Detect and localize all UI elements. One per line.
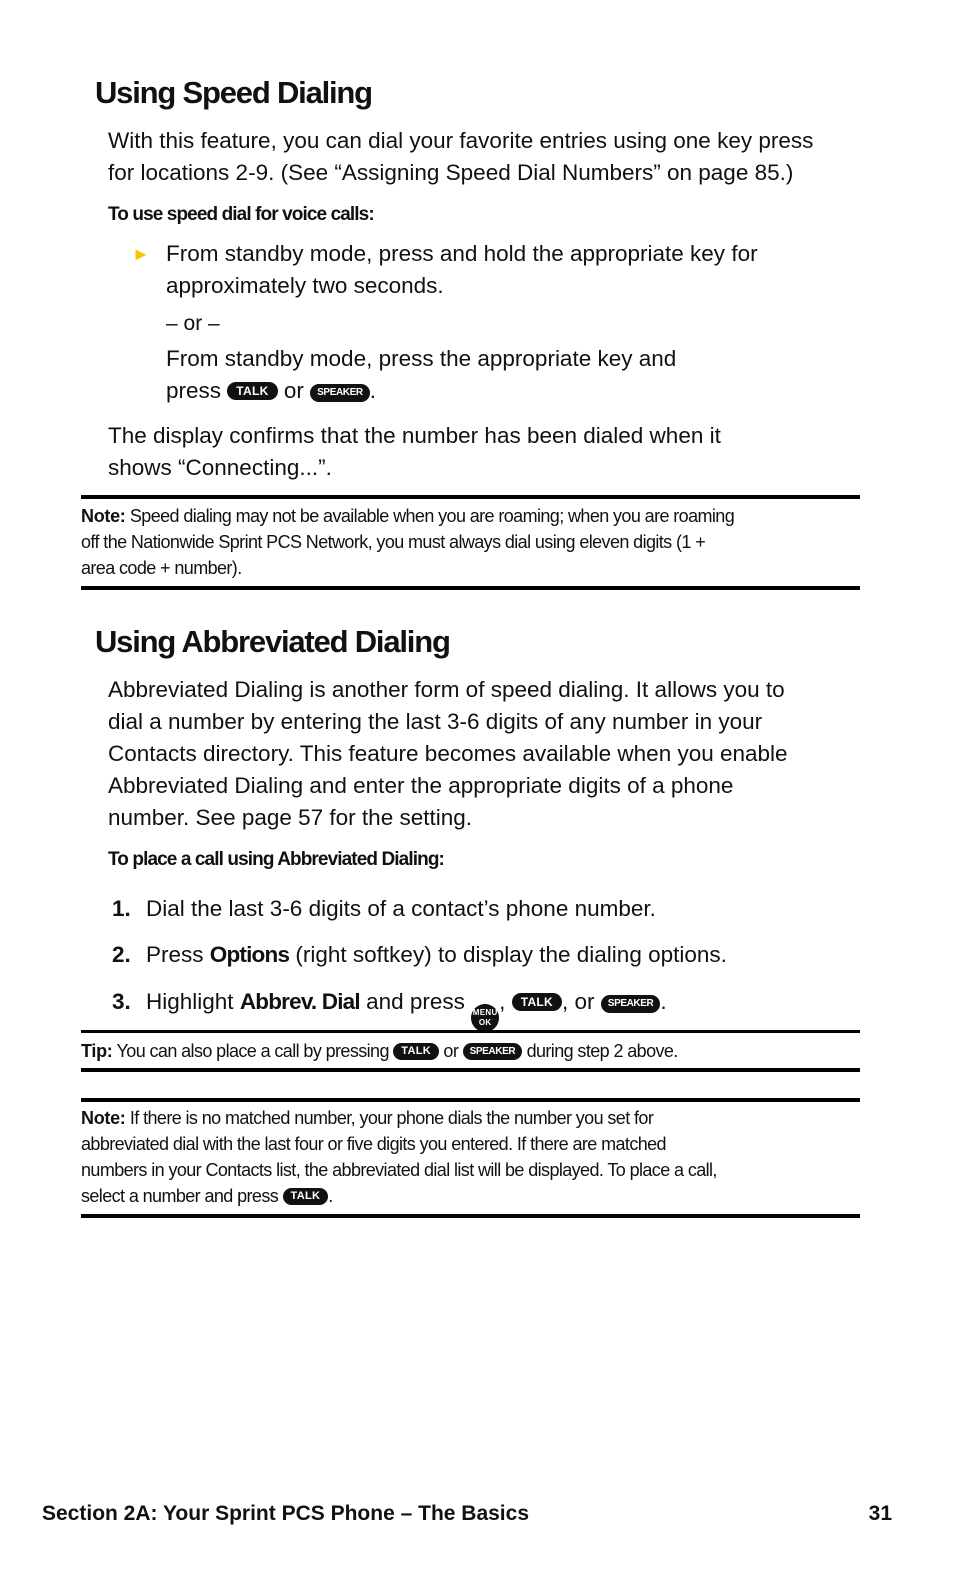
- abbrev-intro-line-4: Abbreviated Dialing and enter the appropriate digits of a phone: [108, 773, 734, 798]
- divider: [81, 1214, 860, 1218]
- speed-note: [81, 503, 860, 581]
- speed-intro-line-1: With this feature, you can dial your favorite entries using one key press: [108, 128, 814, 153]
- menu-ok-key-icon: [471, 1004, 499, 1032]
- abbrev-step-3: [112, 986, 667, 1032]
- speaker-key-icon: SPEAKER: [310, 384, 370, 402]
- abbrev-intro-line-5: number. See page 57 for the setting.: [108, 805, 472, 830]
- speed-note-line-3: area code + number).: [81, 558, 242, 578]
- speaker-key-icon: SPEAKER: [463, 1043, 523, 1060]
- abbrev-note-end: .: [328, 1186, 333, 1206]
- step-separator: , or: [562, 989, 595, 1014]
- divider: [81, 1030, 860, 1033]
- abbrev-dial-label: Abbrev. Dial: [239, 989, 360, 1014]
- note-label: Note:: [81, 1108, 126, 1128]
- speed-or: – or –: [166, 312, 220, 335]
- tip-text: You can also place a call by pressing: [116, 1041, 389, 1061]
- section-title: Section 2A: Your Sprint PCS Phone – The Basics: [42, 1502, 529, 1525]
- speed-lead: To use speed dial for voice calls:: [108, 204, 374, 225]
- divider: [81, 1068, 860, 1072]
- abbrev-intro: [108, 674, 848, 834]
- talk-key-icon: TALK: [227, 382, 277, 400]
- speed-dialing-title: Using Speed Dialing: [95, 75, 372, 110]
- step-number: 1.: [112, 896, 131, 921]
- tip-text-end: during step 2 above.: [526, 1041, 678, 1061]
- step-number: 3.: [112, 989, 131, 1014]
- abbrev-lead: To place a call using Abbreviated Dialing:: [108, 849, 444, 870]
- speaker-key-icon: SPEAKER: [601, 995, 661, 1013]
- abbrev-intro-line-1: Abbreviated Dialing is another form of speed dialing. It allows you to: [108, 677, 785, 702]
- speed-step-b: [166, 343, 846, 407]
- speed-confirm: [108, 420, 848, 484]
- step-separator: ,: [499, 989, 506, 1014]
- abbrev-note-line-1: If there is no matched number, your phone dials the number you set for: [129, 1108, 654, 1128]
- speed-step-b-or: or: [283, 378, 304, 403]
- speed-confirm-line-2: shows “Connecting...”.: [108, 455, 332, 480]
- speed-step-b-line-1: From standby mode, press the appropriate key and: [166, 346, 677, 371]
- abbrev-intro-line-3: Contacts directory. This feature becomes available when you enable: [108, 741, 788, 766]
- step-text: (right softkey) to display the dialing options.: [289, 942, 727, 967]
- abbrev-note-line-4: select a number and press: [81, 1186, 279, 1206]
- talk-key-icon: TALK: [393, 1043, 439, 1060]
- speed-step-a-line-1: From standby mode, press and hold the appropriate key for: [166, 241, 758, 266]
- speed-intro-line-2: for locations 2-9. (See “Assigning Speed Dial Numbers” on page 85.): [108, 160, 794, 185]
- speed-note-line-1: Speed dialing may not be available when you are roaming; when you are roaming: [129, 506, 735, 526]
- abbrev-step-2: [112, 939, 727, 971]
- page-number: 31: [868, 1502, 892, 1525]
- divider: [81, 586, 860, 590]
- talk-key-icon: TALK: [283, 1188, 329, 1205]
- tip-label: Tip:: [81, 1041, 113, 1061]
- speed-step-a-line-2: approximately two seconds.: [166, 273, 444, 298]
- ok-key-label: OK: [478, 1018, 492, 1027]
- abbrev-intro-line-2: dial a number by entering the last 3-6 digits of any number in your: [108, 709, 763, 734]
- right-arrow-icon: ►: [132, 244, 150, 264]
- abbrev-note-line-2: abbreviated dial with the last four or five digits you entered. If there are matched: [81, 1134, 666, 1154]
- step-text: Dial the last 3-6 digits of a contact’s phone number.: [146, 896, 656, 921]
- page-footer: [42, 1502, 892, 1526]
- speed-note-line-2: off the Nationwide Sprint PCS Network, you must always dial using eleven digits (1 +: [81, 532, 706, 552]
- abbrev-step-1: [112, 893, 656, 925]
- step-number: 2.: [112, 942, 131, 967]
- step-end: .: [660, 989, 667, 1014]
- divider: [81, 1098, 860, 1102]
- speed-step-b-end: .: [369, 378, 376, 403]
- speed-confirm-line-1: The display confirms that the number has been dialed when it: [108, 423, 721, 448]
- abbrev-note-line-3: numbers in your Contacts list, the abbreviated dial list will be displayed. To place a call,: [81, 1160, 717, 1180]
- speed-step-b-press: press: [166, 378, 222, 403]
- divider: [81, 495, 860, 499]
- speed-intro: [108, 125, 848, 189]
- tip-or: or: [443, 1041, 459, 1061]
- abbreviated-dialing-title: Using Abbreviated Dialing: [95, 624, 450, 659]
- abbrev-tip: [81, 1038, 860, 1064]
- menu-key-label: MENU: [472, 1008, 498, 1017]
- step-text: Highlight: [146, 989, 240, 1014]
- note-label: Note:: [81, 506, 126, 526]
- speed-step-a: [166, 238, 846, 302]
- step-text: Press: [146, 942, 210, 967]
- talk-key-icon: TALK: [512, 993, 562, 1011]
- options-softkey-label: Options: [209, 942, 290, 967]
- abbrev-note: [81, 1105, 860, 1209]
- step-text: and press: [359, 989, 465, 1014]
